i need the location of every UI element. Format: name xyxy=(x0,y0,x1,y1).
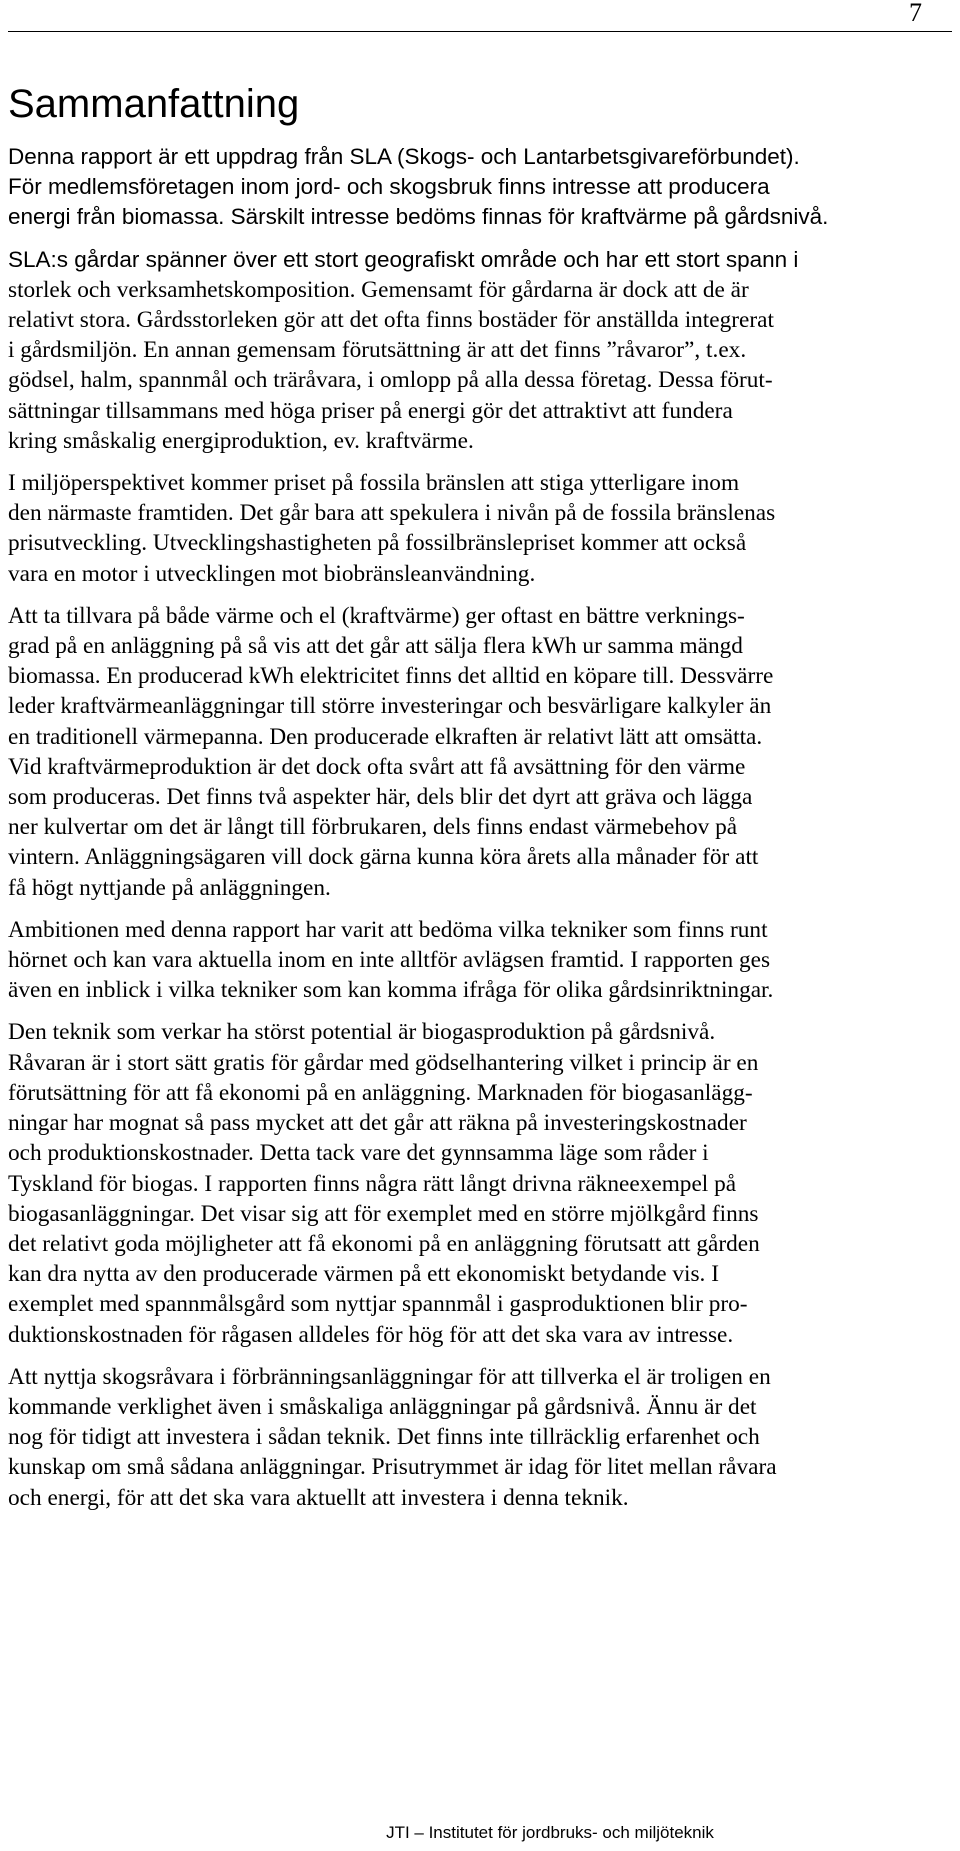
paragraph-line: kan dra nytta av den producerade värmen på ett ekonomiskt betydande vis. I xyxy=(8,1261,719,1288)
paragraph-line: och produktionskostnader. Detta tack vare det gynnsamma läge som råder i xyxy=(8,1140,709,1167)
paragraph-line: även en inblick i vilka tekniker som kan komma ifråga för olika gårdsinriktningar. xyxy=(8,977,774,1004)
paragraph-line: energi från biomassa. Särskilt intresse bedöms finnas för kraftvärme på gårdsnivå. xyxy=(8,204,829,230)
paragraph-line: Vid kraftvärmeproduktion är det dock ofta svårt att få avsättning för den värme xyxy=(8,753,746,780)
paragraph-line: I miljöperspektivet kommer priset på fossila bränslen att stiga ytterligare inom xyxy=(8,470,740,497)
paragraph-line: det relativt goda möjligheter att få ekonomi på en anläggning förutsatt att gården xyxy=(8,1230,760,1257)
paragraph-line: den närmaste framtiden. Det går bara att spekulera i nivån på de fossila bränslenas xyxy=(8,500,776,527)
page-footer: JTI – Institutet för jordbruks- och miljöteknik xyxy=(386,1823,714,1842)
paragraph-line: SLA:s gårdar spänner över ett stort geografiskt område och har ett stort spann i xyxy=(8,246,799,272)
paragraph-line: hörnet och kan vara aktuella inom en inte alltför avlägsen framtid. I rapporten ges xyxy=(8,947,771,974)
paragraph-line: biomassa. En producerad kWh elektricitet finns det alltid en köpare till. Dessvärre xyxy=(8,663,774,690)
paragraph-line: som produceras. Det finns två aspekter här, dels blir det dyrt att gräva och lägga xyxy=(8,784,753,811)
paragraph-line: i gårdsmiljön. En annan gemensam förutsättning är att det finns ”råvaror”, t.ex. xyxy=(8,337,747,364)
paragraph-line: grad på en anläggning på så vis att det går att sälja flera kWh ur samma mängd xyxy=(8,633,743,660)
paragraph xyxy=(8,601,918,903)
body-text xyxy=(8,142,918,1525)
paragraph-line: Att ta tillvara på både värme och el (kraftvärme) ger oftast en bättre verknings- xyxy=(8,602,745,629)
paragraph-line: ner kulvertar om det är långt till förbrukaren, dels finns endast värmebehov på xyxy=(8,814,738,841)
paragraph xyxy=(8,142,918,233)
paragraph xyxy=(8,468,918,589)
paragraph-line: biogasanläggningar. Det visar sig att för exemplet med en större mjölkgård finns xyxy=(8,1200,759,1227)
header-rule xyxy=(8,31,952,32)
paragraph xyxy=(8,245,918,456)
paragraph-line: en traditionell värmepanna. Den producerade elkraften är relativt lätt att omsätta. xyxy=(8,723,763,750)
paragraph-line: prisutveckling. Utvecklingshastigheten på fossilbränslepriset kommer att också xyxy=(8,530,747,557)
paragraph-line: Tyskland för biogas. I rapporten finns några rätt långt drivna räkneexempel på xyxy=(8,1170,737,1197)
paragraph-line: duktionskostnaden för rågasen alldeles för hög för att det ska vara av intresse. xyxy=(8,1321,734,1348)
paragraph-line: storlek och verksamhetskomposition. Gemensamt för gårdarna är dock att de är xyxy=(8,276,749,303)
paragraph-line: ningar har mognat så pass mycket att det går att räkna på investeringskostnader xyxy=(8,1110,747,1137)
paragraph xyxy=(8,915,918,1006)
paragraph-line: För medlemsföretagen inom jord- och skogsbruk finns intresse att producera xyxy=(8,174,770,200)
paragraph-line: Att nyttja skogsråvara i förbränningsanläggningar för att tillverka el är troligen en xyxy=(8,1363,771,1390)
paragraph-line: kring småskalig energiproduktion, ev. kraftvärme. xyxy=(8,427,474,454)
page-title: Sammanfattning xyxy=(8,82,300,126)
paragraph xyxy=(8,1362,918,1513)
paragraph-line: Råvaran är i stort sätt gratis för gårdar med gödselhantering vilket i princip är en xyxy=(8,1049,759,1076)
paragraph-line: Ambitionen med denna rapport har varit att bedöma vilka tekniker som finns runt xyxy=(8,916,768,943)
paragraph-line: kunskap om små sådana anläggningar. Prisutrymmet är idag för litet mellan råvara xyxy=(8,1454,777,1481)
paragraph-line: kommande verklighet även i småskaliga anläggningar på gårdsnivå. Ännu är det xyxy=(8,1393,757,1420)
paragraph-line: vintern. Anläggningsägaren vill dock gärna kunna köra årets alla månader för att xyxy=(8,844,759,871)
paragraph-line: leder kraftvärmeanläggningar till större investeringar och besvärligare kalkyler än xyxy=(8,693,772,720)
paragraph-line: Den teknik som verkar ha störst potential är biogasproduktion på gårdsnivå. xyxy=(8,1019,716,1046)
paragraph-line: få högt nyttjande på anläggningen. xyxy=(8,874,331,901)
paragraph-line: Denna rapport är ett uppdrag från SLA (Skogs- och Lantarbetsgivareförbundet). xyxy=(8,144,800,169)
paragraph-line: exemplet med spannmålsgård som nyttjar spannmål i gasproduktionen blir pro- xyxy=(8,1291,748,1318)
paragraph-line: nog för tidigt att investera i sådan teknik. Det finns inte tillräcklig erfarenhet och xyxy=(8,1424,760,1451)
paragraph-line: vara en motor i utvecklingen mot biobränsleanvändning. xyxy=(8,560,536,587)
paragraph-line: relativt stora. Gårdsstorleken gör att det ofta finns bostäder för anställda integrerat xyxy=(8,307,774,334)
paragraph-line: förutsättning för att få ekonomi på en anläggning. Marknaden för biogasanlägg- xyxy=(8,1079,753,1106)
paragraph-line: och energi, för att det ska vara aktuellt att investera i denna teknik. xyxy=(8,1484,629,1511)
paragraph xyxy=(8,1017,918,1349)
paragraph-line: gödsel, halm, spannmål och träråvara, i omlopp på alla dessa företag. Dessa förut- xyxy=(8,367,773,394)
paragraph-line: sättningar tillsammans med höga priser på energi gör det attraktivt att fundera xyxy=(8,397,733,424)
page-number: 7 xyxy=(909,0,922,27)
